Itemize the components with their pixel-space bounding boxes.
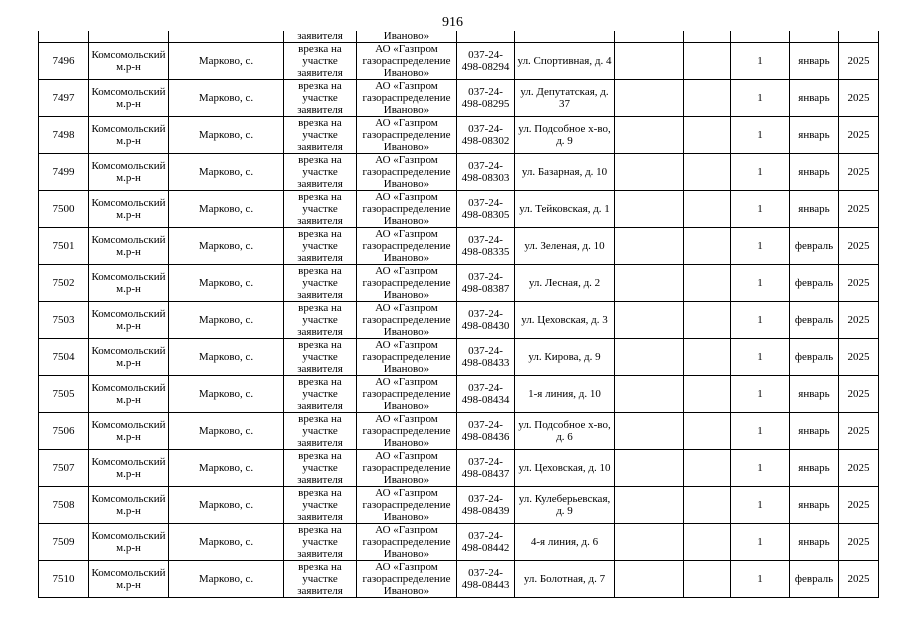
cell-empty	[615, 43, 684, 80]
cell-organization: АО «Газпром газораспределение Иваново»	[357, 191, 457, 228]
cell-quantity: 1	[731, 43, 790, 80]
cell-empty	[684, 31, 731, 43]
cell-district: Комсомольский м.р-н	[89, 487, 169, 524]
cell-month: январь	[790, 191, 839, 228]
cell-month: февраль	[790, 561, 839, 598]
cell-empty	[615, 339, 684, 376]
cell-organization: АО «Газпром газораспределение Иваново»	[357, 450, 457, 487]
cell-number: 7496	[39, 43, 89, 80]
cell-work-type: врезка на участке заявителя	[284, 524, 357, 561]
cell-month: январь	[790, 487, 839, 524]
cell-quantity: 1	[731, 117, 790, 154]
cell-work-type: врезка на участке заявителя	[284, 487, 357, 524]
cell-district: Комсомольский м.р-н	[89, 561, 169, 598]
cell-organization: АО «Газпром газораспределение Иваново»	[357, 524, 457, 561]
cell-year: 2025	[839, 524, 879, 561]
cell-address: ул. Базарная, д. 10	[515, 154, 615, 191]
cell-district: Комсомольский м.р-н	[89, 413, 169, 450]
table-row	[39, 376, 879, 413]
table-row	[39, 302, 879, 339]
cell-month: январь	[790, 154, 839, 191]
cell-month: январь	[790, 43, 839, 80]
cell-empty	[615, 487, 684, 524]
cell-empty	[39, 31, 89, 43]
cell-empty	[684, 413, 731, 450]
cell-district: Комсомольский м.р-н	[89, 450, 169, 487]
table-row	[39, 487, 879, 524]
cell-month: февраль	[790, 228, 839, 265]
cell-locality: Марково, с.	[169, 80, 284, 117]
cell-quantity: 1	[731, 302, 790, 339]
cell-address: ул. Подсобное х-во, д. 6	[515, 413, 615, 450]
cell-work-type: врезка на участке заявителя	[284, 561, 357, 598]
cell-quantity: 1	[731, 524, 790, 561]
cell-month: январь	[790, 376, 839, 413]
cell-year: 2025	[839, 302, 879, 339]
cell-month: январь	[790, 450, 839, 487]
cell-number: 7505	[39, 376, 89, 413]
continuation-row	[39, 31, 879, 43]
cell-number: 7501	[39, 228, 89, 265]
cell-code: 037-24-498-08436	[457, 413, 515, 450]
cell-number: 7510	[39, 561, 89, 598]
cell-year: 2025	[839, 80, 879, 117]
cell-empty	[615, 154, 684, 191]
cell-empty	[684, 339, 731, 376]
table-row	[39, 43, 879, 80]
cell-year: 2025	[839, 228, 879, 265]
cell-organization: АО «Газпром газораспределение Иваново»	[357, 43, 457, 80]
cell-locality: Марково, с.	[169, 265, 284, 302]
cell-empty	[684, 80, 731, 117]
cell-empty	[615, 228, 684, 265]
cell-empty	[790, 31, 839, 43]
cell-quantity: 1	[731, 450, 790, 487]
cell-empty	[615, 376, 684, 413]
cell-quantity: 1	[731, 413, 790, 450]
cell-empty	[615, 265, 684, 302]
cell-code: 037-24-498-08439	[457, 487, 515, 524]
table-row	[39, 524, 879, 561]
cell-organization: АО «Газпром газораспределение Иваново»	[357, 117, 457, 154]
cell-empty	[615, 302, 684, 339]
cell-year: 2025	[839, 117, 879, 154]
cell-locality: Марково, с.	[169, 43, 284, 80]
cell-quantity: 1	[731, 561, 790, 598]
table-body	[39, 31, 879, 598]
cell-year: 2025	[839, 154, 879, 191]
cell-empty	[615, 413, 684, 450]
cell-address: ул. Цеховская, д. 3	[515, 302, 615, 339]
cell-empty	[684, 524, 731, 561]
cell-address: ул. Тейковская, д. 1	[515, 191, 615, 228]
cell-organization: АО «Газпром газораспределение Иваново»	[357, 154, 457, 191]
cell-number: 7497	[39, 80, 89, 117]
cell-number: 7500	[39, 191, 89, 228]
cell-organization: АО «Газпром газораспределение Иваново»	[357, 228, 457, 265]
cell-locality: Марково, с.	[169, 524, 284, 561]
cell-work-type: врезка на участке заявителя	[284, 302, 357, 339]
cell-locality: Марково, с.	[169, 154, 284, 191]
cell-empty	[169, 31, 284, 43]
cell-year: 2025	[839, 450, 879, 487]
table-row	[39, 80, 879, 117]
cell-empty	[615, 117, 684, 154]
table-row	[39, 561, 879, 598]
cell-address: 1-я линия, д. 10	[515, 376, 615, 413]
cell-work-type: врезка на участке заявителя	[284, 80, 357, 117]
cell-organization: АО «Газпром газораспределение Иваново»	[357, 561, 457, 598]
cell-year: 2025	[839, 487, 879, 524]
cell-empty	[684, 487, 731, 524]
cell-month: февраль	[790, 302, 839, 339]
cell-code: 037-24-498-08303	[457, 154, 515, 191]
cell-quantity: 1	[731, 339, 790, 376]
cell-empty	[615, 80, 684, 117]
cell-quantity: 1	[731, 191, 790, 228]
cell-empty	[89, 31, 169, 43]
cell-year: 2025	[839, 413, 879, 450]
cell-code: 037-24-498-08302	[457, 117, 515, 154]
cell-empty	[684, 450, 731, 487]
table-row	[39, 450, 879, 487]
cell-district: Комсомольский м.р-н	[89, 302, 169, 339]
cell-address: ул. Кирова, д. 9	[515, 339, 615, 376]
cell-locality: Марково, с.	[169, 561, 284, 598]
cell-locality: Марково, с.	[169, 302, 284, 339]
cell-empty	[684, 561, 731, 598]
cell-number: 7507	[39, 450, 89, 487]
cell-empty	[684, 43, 731, 80]
cell-empty	[615, 524, 684, 561]
cell-address: ул. Подсобное х-во, д. 9	[515, 117, 615, 154]
cell-work-type: врезка на участке заявителя	[284, 339, 357, 376]
cell-code: 037-24-498-08443	[457, 561, 515, 598]
cell-district: Комсомольский м.р-н	[89, 376, 169, 413]
cell-code: 037-24-498-08433	[457, 339, 515, 376]
page-number: 916	[442, 15, 463, 30]
cell-organization: АО «Газпром газораспределение Иваново»	[357, 413, 457, 450]
cell-quantity: 1	[731, 265, 790, 302]
table-row	[39, 191, 879, 228]
cell-code: 037-24-498-08294	[457, 43, 515, 80]
cell-empty	[684, 302, 731, 339]
cell-code: 037-24-498-08335	[457, 228, 515, 265]
cell-code: 037-24-498-08387	[457, 265, 515, 302]
cell-month: февраль	[790, 265, 839, 302]
cell-month: январь	[790, 524, 839, 561]
cell-work-type: врезка на участке заявителя	[284, 191, 357, 228]
cell-organization: АО «Газпром газораспределение Иваново»	[357, 487, 457, 524]
cell-address: ул. Болотная, д. 7	[515, 561, 615, 598]
cell-month: январь	[790, 117, 839, 154]
cell-locality: Марково, с.	[169, 228, 284, 265]
cell-code: 037-24-498-08295	[457, 80, 515, 117]
cell-locality: Марково, с.	[169, 487, 284, 524]
cell-number: 7499	[39, 154, 89, 191]
cell-month: январь	[790, 413, 839, 450]
table-row	[39, 228, 879, 265]
cell-number: 7502	[39, 265, 89, 302]
cell-empty	[615, 31, 684, 43]
cell-empty	[684, 117, 731, 154]
cell-work-type: врезка на участке заявителя	[284, 265, 357, 302]
cell-empty	[684, 154, 731, 191]
table-row	[39, 117, 879, 154]
cell-locality: Марково, с.	[169, 413, 284, 450]
cell-address: ул. Цеховская, д. 10	[515, 450, 615, 487]
cell-year: 2025	[839, 191, 879, 228]
cell-number: 7509	[39, 524, 89, 561]
cell-code: 037-24-498-08442	[457, 524, 515, 561]
cell-locality: Марково, с.	[169, 376, 284, 413]
cell-quantity: 1	[731, 80, 790, 117]
cell-year: 2025	[839, 561, 879, 598]
cell-organization: Иваново»	[357, 31, 457, 43]
cell-locality: Марково, с.	[169, 450, 284, 487]
cell-year: 2025	[839, 376, 879, 413]
cell-organization: АО «Газпром газораспределение Иваново»	[357, 80, 457, 117]
cell-district: Комсомольский м.р-н	[89, 154, 169, 191]
gas-connection-table-wrapper	[38, 31, 878, 598]
cell-district: Комсомольский м.р-н	[89, 265, 169, 302]
cell-organization: АО «Газпром газораспределение Иваново»	[357, 265, 457, 302]
cell-quantity: 1	[731, 228, 790, 265]
cell-year: 2025	[839, 43, 879, 80]
cell-empty	[457, 31, 515, 43]
cell-organization: АО «Газпром газораспределение Иваново»	[357, 339, 457, 376]
cell-code: 037-24-498-08305	[457, 191, 515, 228]
cell-organization: АО «Газпром газораспределение Иваново»	[357, 376, 457, 413]
cell-locality: Марково, с.	[169, 191, 284, 228]
cell-empty	[684, 228, 731, 265]
cell-quantity: 1	[731, 154, 790, 191]
table-row	[39, 413, 879, 450]
cell-work-type: врезка на участке заявителя	[284, 376, 357, 413]
cell-number: 7508	[39, 487, 89, 524]
cell-address: ул. Спортивная, д. 4	[515, 43, 615, 80]
cell-number: 7503	[39, 302, 89, 339]
cell-district: Комсомольский м.р-н	[89, 117, 169, 154]
cell-address: ул. Зеленая, д. 10	[515, 228, 615, 265]
cell-organization: АО «Газпром газораспределение Иваново»	[357, 302, 457, 339]
cell-empty	[684, 265, 731, 302]
cell-number: 7504	[39, 339, 89, 376]
cell-address: 4-я линия, д. 6	[515, 524, 615, 561]
cell-work-type: заявителя	[284, 31, 357, 43]
cell-quantity: 1	[731, 487, 790, 524]
cell-empty	[684, 376, 731, 413]
cell-district: Комсомольский м.р-н	[89, 339, 169, 376]
gas-connection-table	[38, 31, 879, 598]
cell-work-type: врезка на участке заявителя	[284, 450, 357, 487]
cell-quantity: 1	[731, 376, 790, 413]
cell-code: 037-24-498-08434	[457, 376, 515, 413]
table-row	[39, 339, 879, 376]
cell-district: Комсомольский м.р-н	[89, 524, 169, 561]
cell-code: 037-24-498-08430	[457, 302, 515, 339]
cell-address: ул. Лесная, д. 2	[515, 265, 615, 302]
cell-empty	[731, 31, 790, 43]
cell-empty	[615, 450, 684, 487]
cell-work-type: врезка на участке заявителя	[284, 228, 357, 265]
cell-district: Комсомольский м.р-н	[89, 228, 169, 265]
cell-empty	[615, 561, 684, 598]
cell-address: ул. Кулеберьевская, д. 9	[515, 487, 615, 524]
cell-number: 7498	[39, 117, 89, 154]
cell-empty	[684, 191, 731, 228]
table-row	[39, 154, 879, 191]
cell-code: 037-24-498-08437	[457, 450, 515, 487]
cell-number: 7506	[39, 413, 89, 450]
cell-work-type: врезка на участке заявителя	[284, 43, 357, 80]
cell-district: Комсомольский м.р-н	[89, 191, 169, 228]
cell-address: ул. Депутатская, д. 37	[515, 80, 615, 117]
cell-work-type: врезка на участке заявителя	[284, 154, 357, 191]
cell-empty	[615, 191, 684, 228]
cell-empty	[515, 31, 615, 43]
cell-work-type: врезка на участке заявителя	[284, 117, 357, 154]
cell-district: Комсомольский м.р-н	[89, 80, 169, 117]
cell-work-type: врезка на участке заявителя	[284, 413, 357, 450]
cell-month: февраль	[790, 339, 839, 376]
cell-year: 2025	[839, 265, 879, 302]
cell-year: 2025	[839, 339, 879, 376]
cell-month: январь	[790, 80, 839, 117]
cell-district: Комсомольский м.р-н	[89, 43, 169, 80]
cell-locality: Марково, с.	[169, 339, 284, 376]
table-row	[39, 265, 879, 302]
cell-locality: Марково, с.	[169, 117, 284, 154]
cell-empty	[839, 31, 879, 43]
